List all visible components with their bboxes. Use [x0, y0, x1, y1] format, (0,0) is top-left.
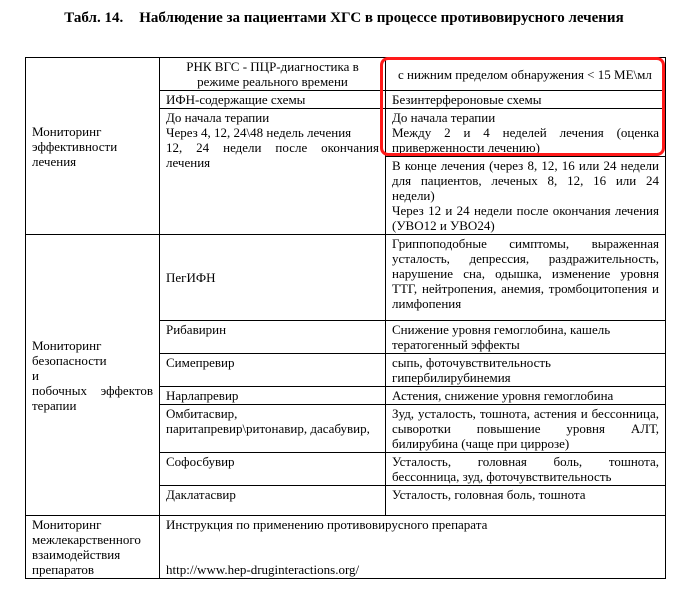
drug-effects: Астения, снижение уровня гемоглобина: [392, 388, 614, 403]
efficacy-label: Мониторинг эффективности лечения: [32, 123, 118, 169]
table-title: Наблюдение за пациентами ХГС в процессе противовирусного лечения: [139, 10, 624, 26]
ifn-before: До начала терапии: [166, 110, 270, 125]
effects-cell: [386, 354, 666, 387]
ifn-header: ИФН-содержащие схемы: [166, 92, 306, 107]
interactions-cell: [160, 516, 666, 579]
pcr-label-cell: [160, 58, 386, 91]
drug-effects: Снижение уровня гемоглобина, кашель тератогенный эффекты: [392, 322, 611, 352]
drug-cell: [160, 486, 386, 516]
drug-name: Симепревир: [166, 355, 235, 370]
drug-effects: Усталость, головная боль, тошнота: [392, 487, 586, 502]
safety-label-4: побочных эффектов терапии: [32, 382, 153, 413]
interactions-link[interactable]: http://www.hep-druginteractions.org/: [166, 562, 360, 577]
drug-name: Нарлапревир: [166, 388, 239, 403]
effects-cell: [386, 486, 666, 516]
pcr-label: РНК ВГС - ПЦР-диагностика в режиме реального времени: [186, 59, 359, 89]
drug-effects: Усталость, головная боль, тошнота, бессонница, зуд, фоточувствительность: [392, 454, 659, 484]
drug-effects: Зуд, усталость, тошнота, астения и бессонница, сыворотки повышение уровня АЛТ, билирубина (чаще при циррозе): [392, 406, 659, 451]
ifn-weeks: Через 4, 12, 24\48 недель лечения: [166, 125, 352, 140]
table-caption: [0, 10, 688, 27]
drug-name: ПегИФН: [166, 270, 216, 285]
monitoring-table: [25, 57, 666, 579]
drug-cell: [160, 453, 386, 486]
pcr-value: с нижним пределом обнаружения < 15 МЕ\мл: [398, 66, 652, 82]
ifn-after: 12, 24 недели после окончания лечения: [166, 140, 379, 170]
ifn-schedule-cell: [160, 109, 386, 235]
free-before: До начала терапии: [392, 110, 496, 125]
drug-name: Софосбувир: [166, 454, 235, 469]
free-end: В конце лечения (через 8, 12, 16 или 24 недели для пациентов, леченых 8, 12, 16 или 24 недели): [392, 158, 659, 203]
interactions-instruction: Инструкция по применению противовирусного препарата: [166, 517, 488, 532]
effects-cell: [386, 405, 666, 453]
interactions-label: Мониторинг межлекарственного взаимодействия препаратов: [32, 517, 141, 577]
free-between: Между 2 и 4 неделей лечения (оценка приверженности лечению): [392, 125, 659, 155]
free-after: Через 12 и 24 недели после окончания лечения (УВО12 и УВО24): [392, 203, 659, 233]
interactions-label-cell: [26, 516, 160, 579]
free-first-cell: [386, 109, 666, 157]
ifn-free-header: Безинтерфероновые схемы: [392, 92, 542, 107]
safety-label-1: Мониторинг: [32, 337, 102, 353]
ifn-free-header-cell: [386, 91, 666, 109]
drug-cell: [160, 387, 386, 405]
drug-name: Рибавирин: [166, 322, 227, 337]
drug-cell: [160, 235, 386, 321]
safety-label-2: безопасности: [32, 352, 107, 368]
drug-effects: Гриппоподобные симптомы, выраженная усталость, депрессия, раздражительность, нарушение сна, одышка, изменение уровня ТТГ, нейтропения, анемия, тромбоцитопения и лимфопения: [392, 236, 659, 311]
effects-cell: [386, 387, 666, 405]
drug-name: Омбитасвир, паритапревир\ритонавир, дасабувир,: [166, 406, 370, 436]
effects-cell: [386, 235, 666, 321]
efficacy-label-cell: [26, 58, 160, 235]
free-second-cell: [386, 157, 666, 235]
effects-cell: [386, 321, 666, 354]
table-row: [26, 516, 666, 579]
table-row: [26, 235, 666, 321]
table-row: [26, 58, 666, 91]
safety-label-cell: [26, 235, 160, 516]
drug-cell: [160, 405, 386, 453]
drug-cell: [160, 321, 386, 354]
drug-name: Даклатасвир: [166, 487, 236, 502]
table-number: Табл. 14.: [64, 10, 124, 26]
pcr-value-cell: [386, 58, 666, 91]
ifn-header-cell: [160, 91, 386, 109]
drug-cell: [160, 354, 386, 387]
effects-cell: [386, 453, 666, 486]
drug-effects: сыпь, фоточувствительность гипербилирубинемия: [392, 355, 551, 385]
safety-label-3: и: [32, 367, 39, 383]
